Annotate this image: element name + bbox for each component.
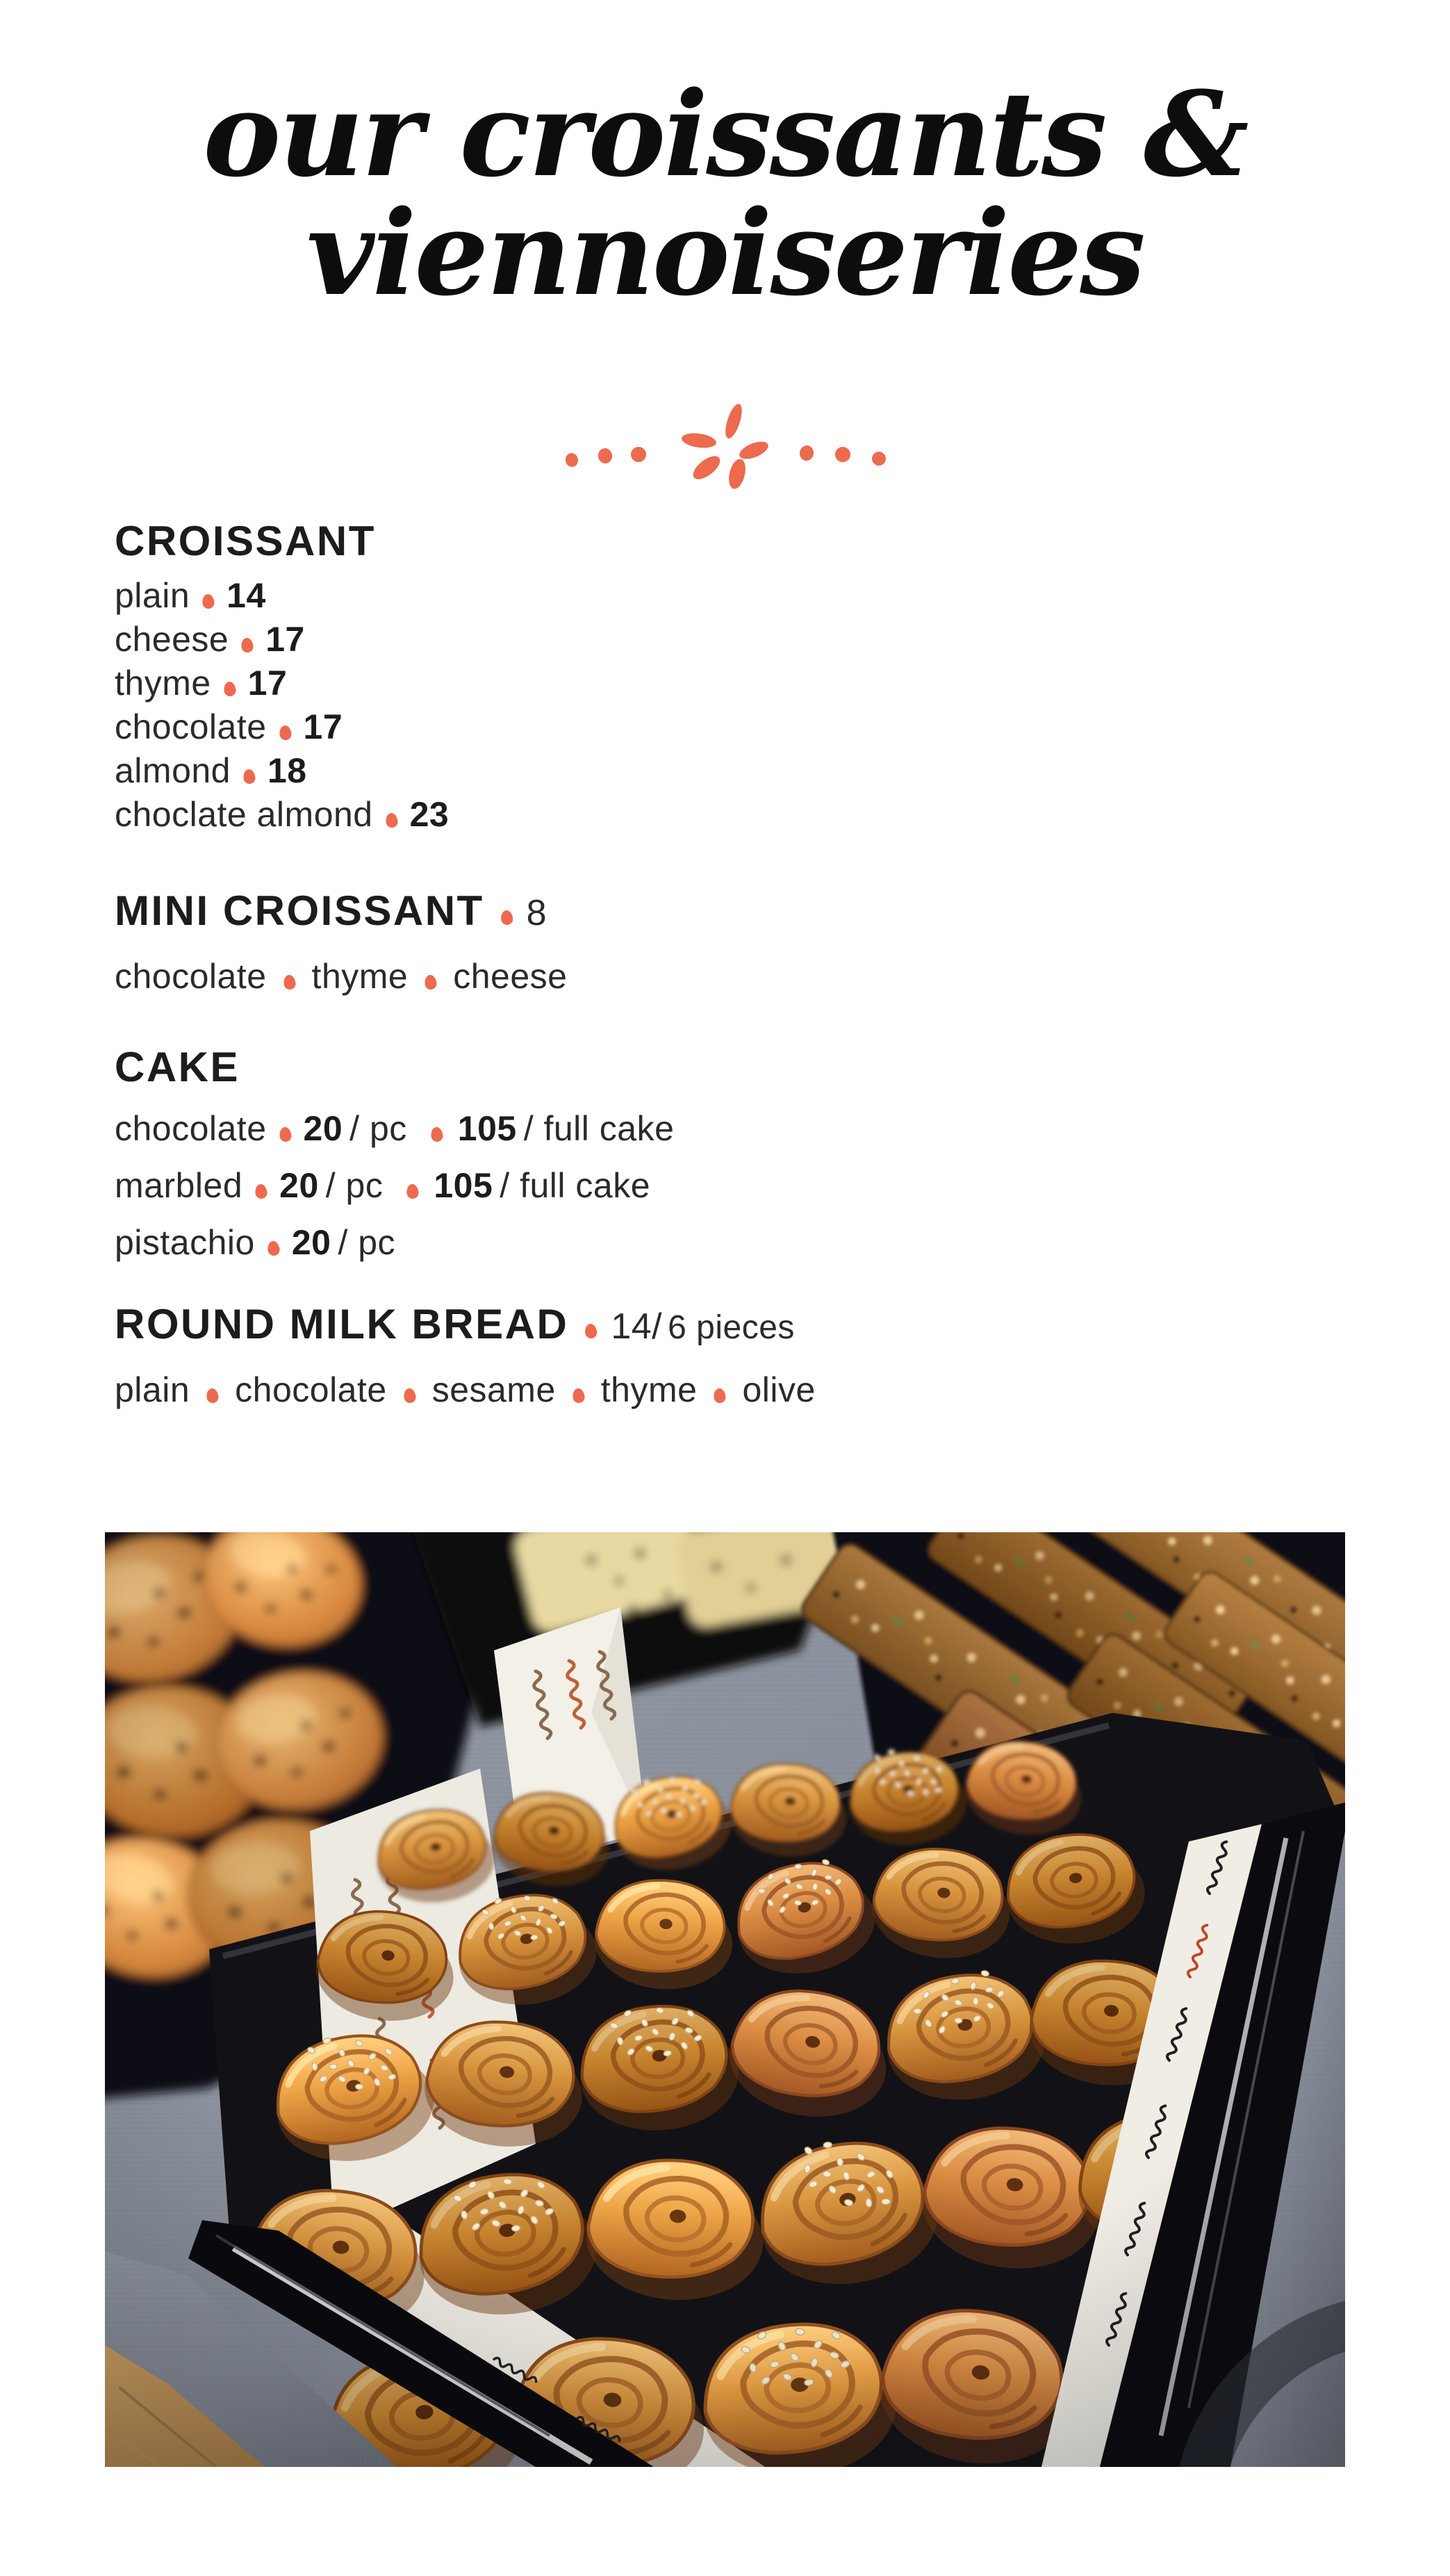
flavor: plain bbox=[115, 1370, 190, 1409]
bullet-icon bbox=[403, 1388, 417, 1404]
section-mini-croissant bbox=[115, 888, 1337, 999]
bullet-icon bbox=[223, 681, 237, 697]
bakery-photo bbox=[105, 1532, 1345, 2467]
section-price: 8 bbox=[526, 893, 547, 933]
menu-item-row bbox=[115, 618, 1337, 662]
bullet-icon bbox=[572, 1388, 586, 1404]
menu-item-row bbox=[115, 749, 1337, 793]
item-price: 17 bbox=[247, 664, 288, 703]
bullet-icon bbox=[242, 769, 256, 785]
item-name: thyme bbox=[115, 664, 211, 703]
item-unit: / pc bbox=[338, 1223, 396, 1262]
bullet-icon bbox=[282, 974, 296, 990]
bullet-icon bbox=[500, 910, 513, 926]
item-name: chocolate bbox=[115, 1109, 267, 1148]
bullet-icon bbox=[278, 1126, 292, 1142]
menu-item-row bbox=[115, 1214, 1337, 1271]
item-name: plain bbox=[115, 576, 190, 615]
page-title-line1: our croissants & bbox=[203, 65, 1247, 203]
item-name: pistachio bbox=[115, 1223, 255, 1262]
sparkle-dots-divider-icon bbox=[562, 402, 889, 495]
bullet-icon bbox=[713, 1388, 727, 1404]
page-title-line2: viennoiseries bbox=[306, 184, 1144, 322]
flavor: chocolate bbox=[115, 957, 267, 996]
bullet-icon bbox=[424, 974, 438, 990]
section-cake bbox=[115, 1044, 1337, 1271]
menu-sections bbox=[115, 518, 1337, 1412]
menu-item-row bbox=[115, 574, 1337, 618]
bullet-icon bbox=[406, 1183, 420, 1199]
item-price: 18 bbox=[267, 751, 307, 790]
item-price: 20 bbox=[279, 1166, 319, 1205]
section-mini-croissant-header: MINI CROISSANT bbox=[115, 887, 484, 934]
section-croissant bbox=[115, 518, 1337, 837]
item-price: 105 bbox=[457, 1109, 517, 1148]
flavor: chocolate bbox=[235, 1370, 387, 1409]
item-unit: / full cake bbox=[523, 1109, 675, 1148]
item-unit: / pc bbox=[349, 1109, 407, 1148]
bullet-icon bbox=[385, 812, 399, 828]
item-name: almond bbox=[115, 751, 231, 790]
menu-item-row bbox=[115, 662, 1337, 705]
item-price: 14 bbox=[226, 576, 266, 615]
item-price: 17 bbox=[303, 707, 343, 746]
item-price: 105 bbox=[434, 1166, 493, 1205]
page-title bbox=[0, 65, 1450, 322]
item-price: 17 bbox=[265, 620, 305, 659]
menu-item-row bbox=[115, 705, 1337, 749]
flavor: olive bbox=[742, 1370, 816, 1409]
bullet-icon bbox=[267, 1240, 281, 1256]
item-name: marbled bbox=[115, 1166, 243, 1205]
bullet-icon bbox=[254, 1183, 268, 1199]
item-name: choclate almond bbox=[115, 795, 373, 834]
bullet-icon bbox=[278, 725, 292, 741]
item-name: cheese bbox=[115, 620, 229, 659]
item-price: 20 bbox=[303, 1109, 343, 1148]
bullet-icon bbox=[206, 1388, 220, 1404]
section-round-milk-bread bbox=[115, 1302, 1337, 1412]
bullet-icon bbox=[240, 637, 254, 653]
section-croissant-header: CROISSANT bbox=[115, 518, 376, 564]
menu-item-row bbox=[115, 1100, 1337, 1157]
bullet-icon bbox=[201, 593, 215, 609]
section-cake-header: CAKE bbox=[115, 1044, 240, 1090]
flavor: thyme bbox=[311, 957, 409, 996]
item-unit: / full cake bbox=[500, 1166, 651, 1205]
section-price: 14/ bbox=[611, 1306, 663, 1347]
item-price: 20 bbox=[291, 1223, 331, 1262]
section-round-milk-bread-header: ROUND MILK BREAD bbox=[115, 1301, 569, 1347]
flavor-row bbox=[115, 955, 1337, 999]
bullet-icon bbox=[430, 1126, 444, 1142]
flavor: cheese bbox=[453, 957, 568, 996]
section-unit: 6 pieces bbox=[668, 1309, 795, 1346]
item-price: 23 bbox=[409, 795, 450, 834]
flavor: sesame bbox=[431, 1370, 556, 1409]
item-name: chocolate bbox=[115, 707, 267, 746]
bullet-icon bbox=[584, 1323, 598, 1339]
item-unit: / pc bbox=[325, 1166, 384, 1205]
menu-item-row bbox=[115, 1157, 1337, 1214]
flavor-row bbox=[115, 1368, 1337, 1412]
menu-item-row bbox=[115, 793, 1337, 837]
flavor: thyme bbox=[600, 1370, 698, 1409]
